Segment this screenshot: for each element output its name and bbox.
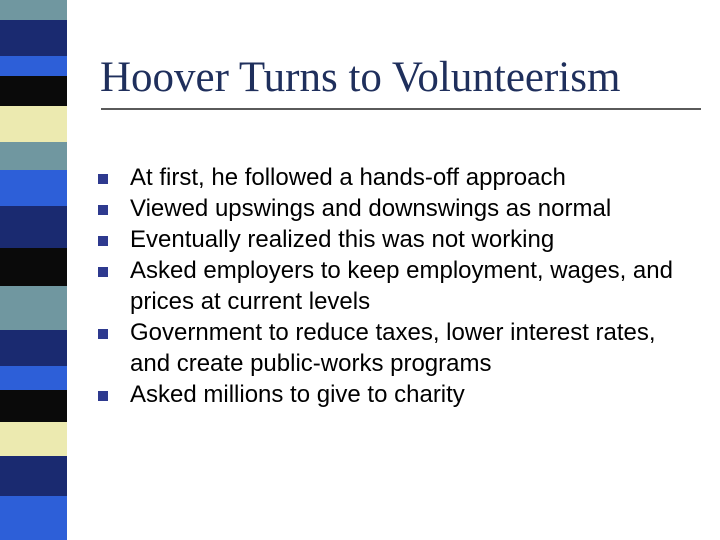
stripe-segment	[0, 206, 67, 248]
bullet-item	[98, 193, 698, 224]
bullet-text: Viewed upswings and downswings as normal	[130, 195, 612, 222]
bullet-item	[98, 255, 698, 317]
stripe-segment	[0, 0, 67, 20]
stripe-segment	[0, 106, 67, 142]
square-bullet-icon	[98, 205, 108, 215]
stripe-segment	[0, 142, 67, 170]
bullet-item	[98, 162, 698, 193]
title-divider	[101, 108, 701, 110]
bullet-item	[98, 224, 698, 255]
stripe-segment	[0, 390, 67, 422]
square-bullet-icon	[98, 174, 108, 184]
stripe-segment	[0, 422, 67, 456]
bullet-text: Asked millions to give to charity	[130, 381, 465, 408]
bullet-text: Eventually realized this was not working	[130, 226, 555, 253]
stripe-segment	[0, 496, 67, 540]
square-bullet-icon	[98, 236, 108, 246]
bullet-text: Government to reduce taxes, lower interest rates, and create public-works programs	[130, 319, 656, 377]
stripe-segment	[0, 76, 67, 106]
stripe-segment	[0, 286, 67, 330]
slide-title: Hoover Turns to Volunteerism	[100, 54, 621, 101]
bullet-text: Asked employers to keep employment, wages, and prices at current levels	[130, 257, 673, 315]
stripe-segment	[0, 56, 67, 76]
stripe-segment	[0, 20, 67, 56]
bullet-list	[98, 162, 698, 410]
square-bullet-icon	[98, 391, 108, 401]
stripe-segment	[0, 366, 67, 390]
bullet-item	[98, 317, 698, 379]
bullet-text: At first, he followed a hands-off approach	[130, 164, 566, 191]
stripe-segment	[0, 170, 67, 206]
stripe-segment	[0, 456, 67, 496]
bullet-item	[98, 379, 698, 410]
stripe-segment	[0, 330, 67, 366]
square-bullet-icon	[98, 267, 108, 277]
stripe-segment	[0, 248, 67, 286]
decorative-stripe	[0, 0, 67, 540]
square-bullet-icon	[98, 329, 108, 339]
